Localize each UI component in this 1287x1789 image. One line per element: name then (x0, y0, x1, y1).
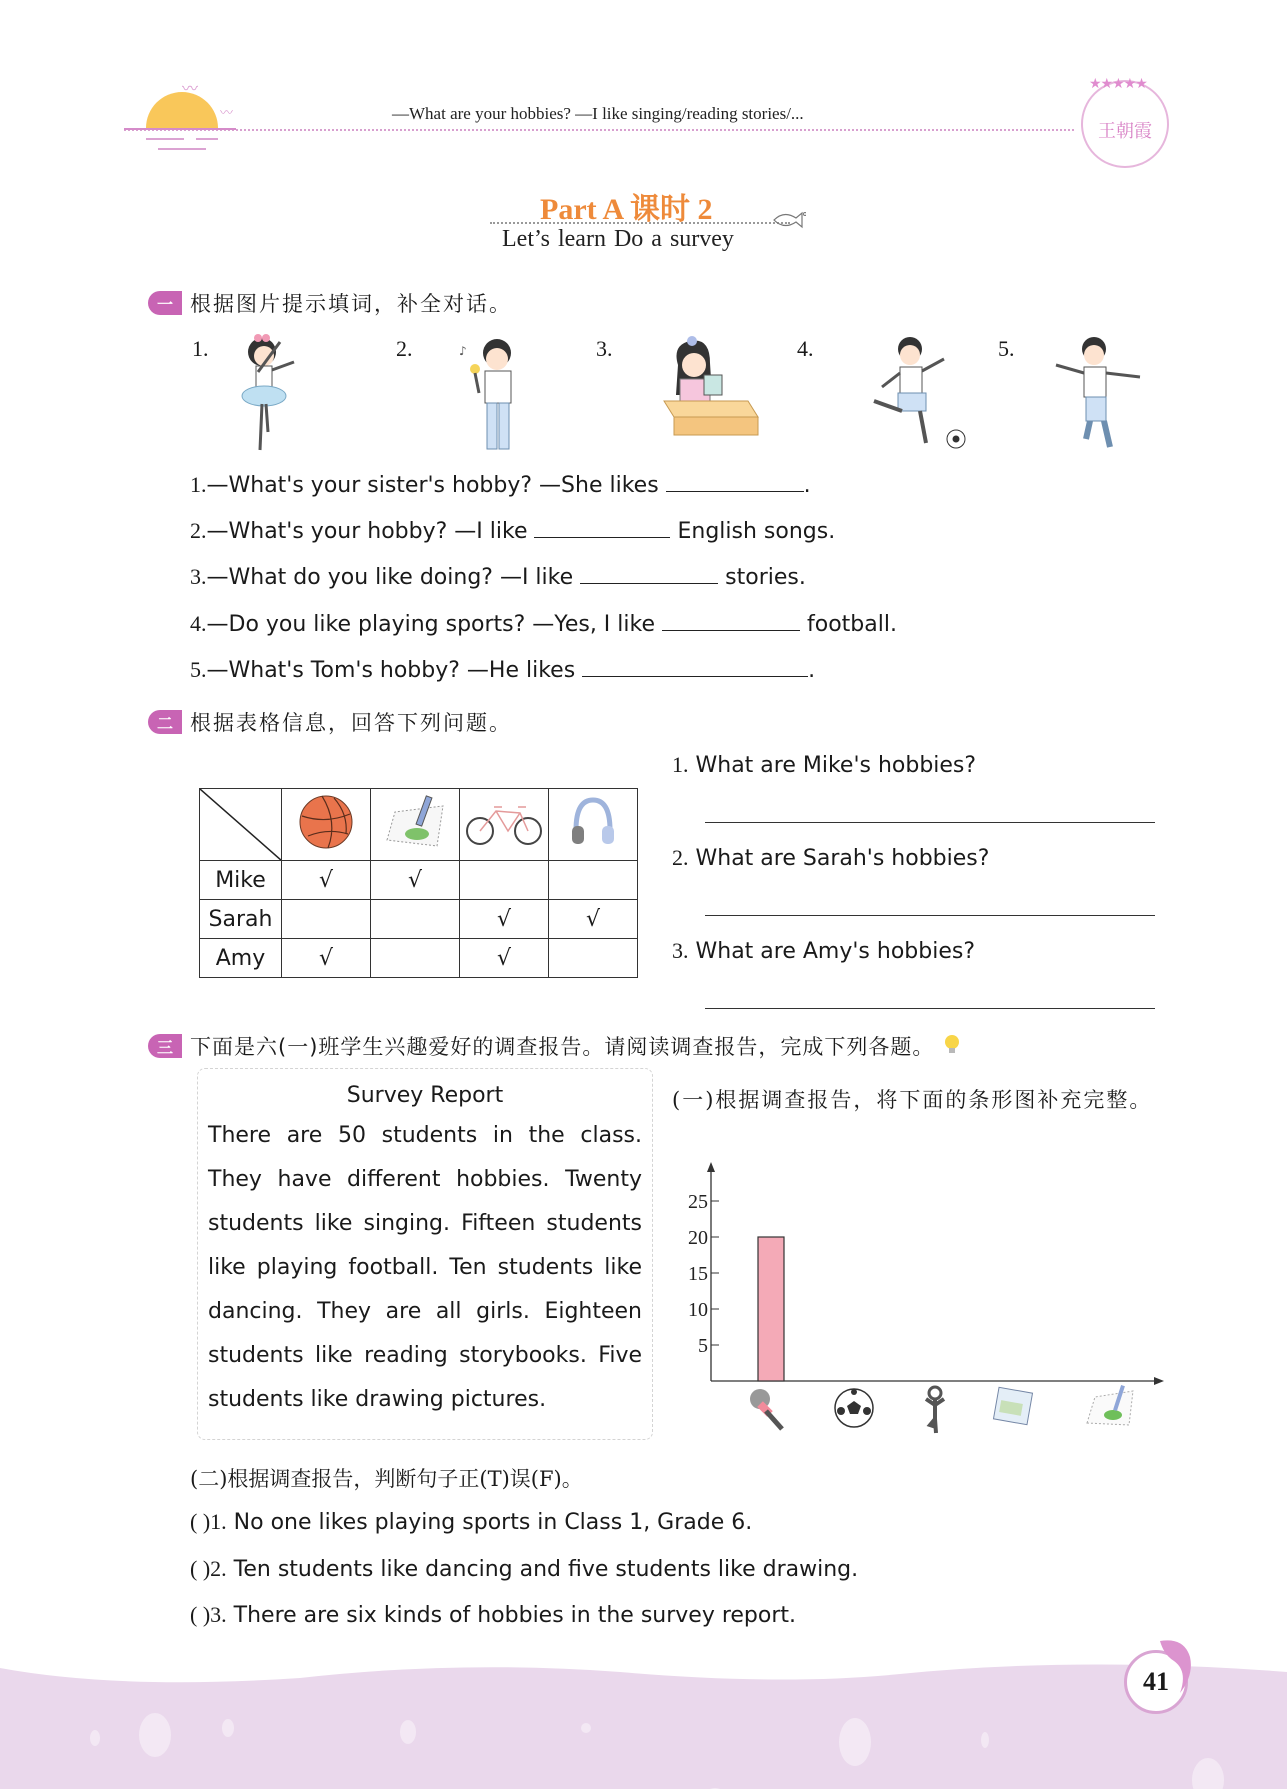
fill-in-question: 5.—What's Tom's hobby? —He likes . (190, 657, 816, 683)
answer-line[interactable] (705, 822, 1155, 823)
check-cell (549, 861, 638, 900)
drawing-icon (371, 789, 460, 861)
footer-wave-decoration (0, 1650, 1287, 1789)
section-instruction: 根据表格信息，回答下列问题。 (190, 711, 512, 735)
section2-header (148, 707, 512, 737)
picture-number: 2. (396, 336, 413, 361)
svg-text:5: 5 (698, 1335, 708, 1357)
picture-number: 5. (998, 336, 1015, 361)
section-badge: 一 (148, 291, 182, 315)
answer-parentheses[interactable]: ( ) (190, 1509, 211, 1534)
fish-icon (772, 210, 806, 235)
lesson-title: Part A 课时 2 (540, 193, 713, 226)
hobby-table (199, 788, 638, 978)
storybook-icon (990, 1386, 1036, 1432)
svg-text:25: 25 (688, 1191, 708, 1213)
bird-icon: 〰 (182, 79, 199, 98)
survey-report-box (197, 1068, 653, 1440)
true-false-item: ( )1. No one likes playing sports in Class 1, Grade 6. (190, 1509, 753, 1535)
horizon-line (124, 128, 236, 130)
running-title: —What are your hobbies? —I like singing/reading stories/... (392, 104, 804, 123)
picture-number: 4. (797, 336, 814, 361)
svg-text:♪: ♪ (459, 344, 467, 358)
answer-line[interactable] (705, 915, 1155, 916)
answer-blank[interactable] (582, 657, 808, 677)
check-cell (371, 900, 460, 939)
section1-header (148, 288, 512, 318)
girl-dancing-ballet-icon (232, 332, 322, 452)
check-cell: √ (549, 900, 638, 939)
table-question: 1. What are Mike's hobbies? (672, 752, 977, 778)
fill-in-question: 3.—What do you like doing? —I like stories. (190, 564, 806, 590)
check-cell: √ (371, 861, 460, 900)
survey-body: There are 50 students in the class. They have different hobbies. Twenty students like singing. Fifteen students like playing football. Ten students like dancing. They are all girls. Eighteen students like reading storybooks. Five students like drawing pictures. (208, 1123, 642, 1412)
lightbulb-icon (942, 1033, 962, 1059)
boy-doing-kung-fu-icon (1050, 335, 1150, 455)
logo-text: 王朝霞 (1098, 121, 1152, 142)
survey-title: Survey Report (346, 1083, 504, 1108)
girl-reading-book-at-desk-icon (658, 335, 763, 455)
check-cell: √ (282, 861, 371, 900)
water-line (146, 138, 184, 140)
check-cell (371, 939, 460, 978)
header-dotted-rule (124, 129, 1074, 131)
row-label: Sarah (200, 900, 282, 939)
svg-text:15: 15 (688, 1263, 708, 1285)
svg-text:20: 20 (688, 1227, 708, 1249)
row-label: Amy (200, 939, 282, 978)
table-question: 3. What are Amy's hobbies? (672, 938, 975, 964)
page-number: 41 (1124, 1650, 1188, 1714)
row-label: Mike (200, 861, 282, 900)
dancer-icon (922, 1385, 948, 1439)
check-cell (549, 939, 638, 978)
table-question: 2. What are Sarah's hobbies? (672, 845, 990, 871)
basketball-icon (282, 789, 371, 861)
drawing-icon (1085, 1385, 1135, 1433)
tf-instruction: (二)根据调查报告，判断句子正(T)误(F)。 (190, 1467, 583, 1491)
check-cell: √ (460, 900, 549, 939)
lesson-subtitle: Let’s learn Do a survey (502, 226, 734, 252)
section-badge: 二 (148, 710, 182, 734)
picture-number: 1. (192, 336, 209, 361)
water-line (196, 138, 218, 140)
publisher-logo (1081, 76, 1169, 168)
true-false-item: ( )2. Ten students like dancing and five students like drawing. (190, 1556, 859, 1582)
bike-icon (460, 789, 549, 861)
section3-header (148, 1031, 962, 1061)
section-badge: 三 (148, 1034, 182, 1058)
svg-text:10: 10 (688, 1299, 708, 1321)
check-cell: √ (460, 939, 549, 978)
table-corner-diagonal (200, 789, 282, 861)
answer-blank[interactable] (662, 611, 800, 631)
answer-blank[interactable] (580, 564, 718, 584)
section-instruction: 根据图片提示填词，补全对话。 (190, 292, 512, 316)
chart-instruction: (一)根据调查报告，将下面的条形图补充完整。 (672, 1088, 1153, 1112)
bird-icon: 〰 (220, 106, 234, 121)
section-instruction: 下面是六(一)班学生兴趣爱好的调查报告。请阅读调查报告，完成下列各题。 (190, 1035, 935, 1059)
fill-in-question: 4.—Do you like playing sports? —Yes, I like football. (190, 611, 897, 637)
boy-singing-microphone-icon (455, 335, 545, 455)
boy-kicking-football-icon (860, 335, 970, 455)
check-cell (282, 900, 371, 939)
answer-line[interactable] (705, 1008, 1155, 1009)
fill-in-question: 1.—What's your sister's hobby? —She likes . (190, 472, 811, 498)
check-cell (460, 861, 549, 900)
football-icon (833, 1387, 875, 1433)
answer-blank[interactable] (666, 472, 804, 492)
headphones-icon (549, 789, 638, 861)
title-dotted-rule (490, 222, 790, 224)
true-false-item: ( )3. There are six kinds of hobbies in the survey report. (190, 1602, 797, 1628)
dolphin-icon (1150, 1637, 1200, 1701)
microphone-icon (748, 1387, 788, 1437)
answer-parentheses[interactable]: ( ) (190, 1556, 211, 1581)
answer-blank[interactable] (534, 518, 670, 538)
answer-parentheses[interactable]: ( ) (190, 1602, 211, 1627)
fill-in-question: 2.—What's your hobby? —I like English songs. (190, 518, 836, 544)
check-cell: √ (282, 939, 371, 978)
stars-icon: ★★★★★ (1089, 76, 1147, 92)
water-line (158, 148, 206, 150)
picture-number: 3. (596, 336, 613, 361)
